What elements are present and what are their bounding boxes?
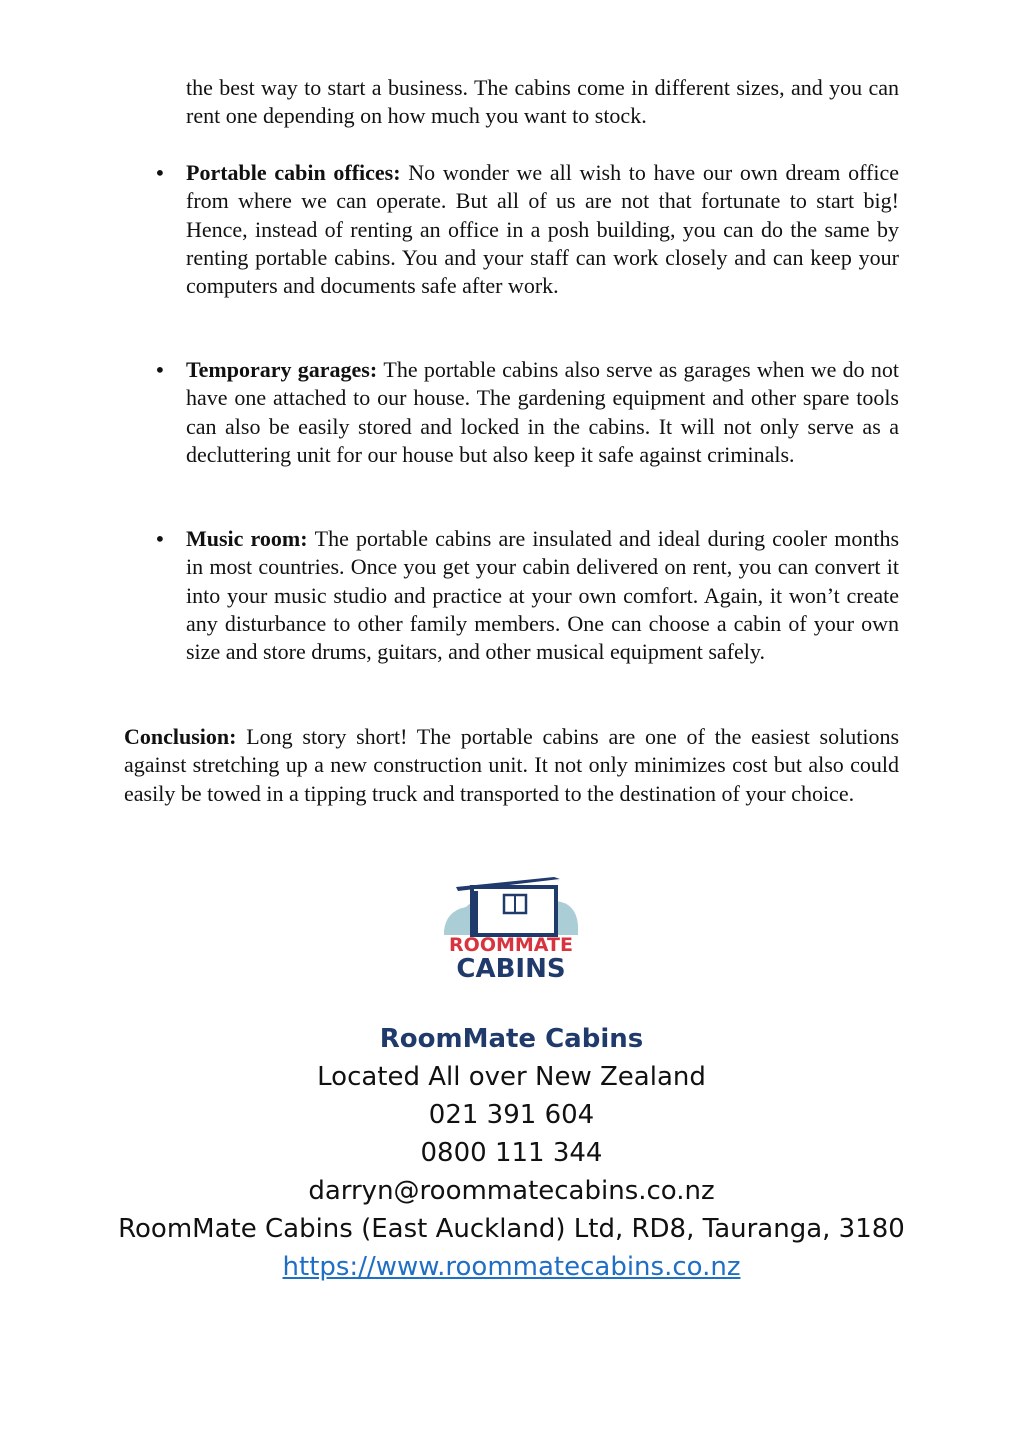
location-text: Located All over New Zealand: [317, 1062, 706, 1092]
conclusion-paragraph: [124, 723, 899, 808]
bullet-text: The portable cabins are insulated and ideal during cooler months in most countries. Once you get your cabin delivered on rent, you can convert it into your music studio and practice at your own comfort. Again, it won’t create any disturbance to other family members. One can choose a cabin of your own size and store drums, guitars, and other musical equipment safely.: [186, 526, 900, 665]
conclusion-title: Conclusion:: [124, 724, 237, 749]
company-name: RoomMate Cabins: [379, 1024, 644, 1054]
bullet-title: Portable cabin offices:: [186, 160, 401, 185]
phone-mobile: 021 391 604: [428, 1100, 595, 1130]
bullet-dot: •: [154, 358, 166, 382]
phone-freephone: 0800 111 344: [420, 1138, 603, 1168]
website-link[interactable]: https://www.roommatecabins.co.nz: [282, 1252, 741, 1282]
bullet-text: No wonder we all wish to have our own dream office from where we can operate. But all of us are not that fortunate to start big! Hence, instead of renting an office in a posh building, you can do the same by renting portable cabins. You and your staff can work closely and can keep your computers and documents safe after work.: [186, 160, 900, 299]
bullet-music-room: [124, 525, 899, 666]
continuation-paragraph: the best way to start a business. The cabins come in different sizes, and you can rent one depending on how much you want to stock.: [186, 75, 899, 129]
bullet-temporary-garages: [124, 356, 899, 469]
bullet-title: Temporary garages:: [186, 357, 378, 382]
contact-block: [0, 1020, 1023, 1286]
logo-text-line1: ROOMMATE: [449, 934, 573, 956]
logo-text-line2: CABINS: [456, 954, 566, 983]
email-address: darryn@roommatecabins.co.nz: [308, 1176, 715, 1206]
bullet-dot: •: [154, 527, 166, 551]
postal-address: RoomMate Cabins (East Auckland) Ltd, RD8, Tauranga, 3180: [118, 1214, 905, 1244]
roommate-cabins-logo: [436, 873, 586, 983]
bullet-title: Music room:: [186, 526, 308, 551]
bullet-dot: •: [154, 161, 166, 185]
conclusion-text: Long story short! The portable cabins are one of the easiest solutions against stretching up a new construction unit. It not only minimizes cost but also could easily be towed in a tipping truck and transported to the destination of your choice.: [124, 724, 900, 806]
bullet-text: The portable cabins also serve as garages when we do not have one attached to our house. The gardening equipment and other spare tools can also be easily stored and locked in the cabins. It will not only serve as a decluttering unit for our house but also keep it safe against criminals.: [186, 357, 899, 467]
bullet-portable-offices: [124, 159, 899, 300]
